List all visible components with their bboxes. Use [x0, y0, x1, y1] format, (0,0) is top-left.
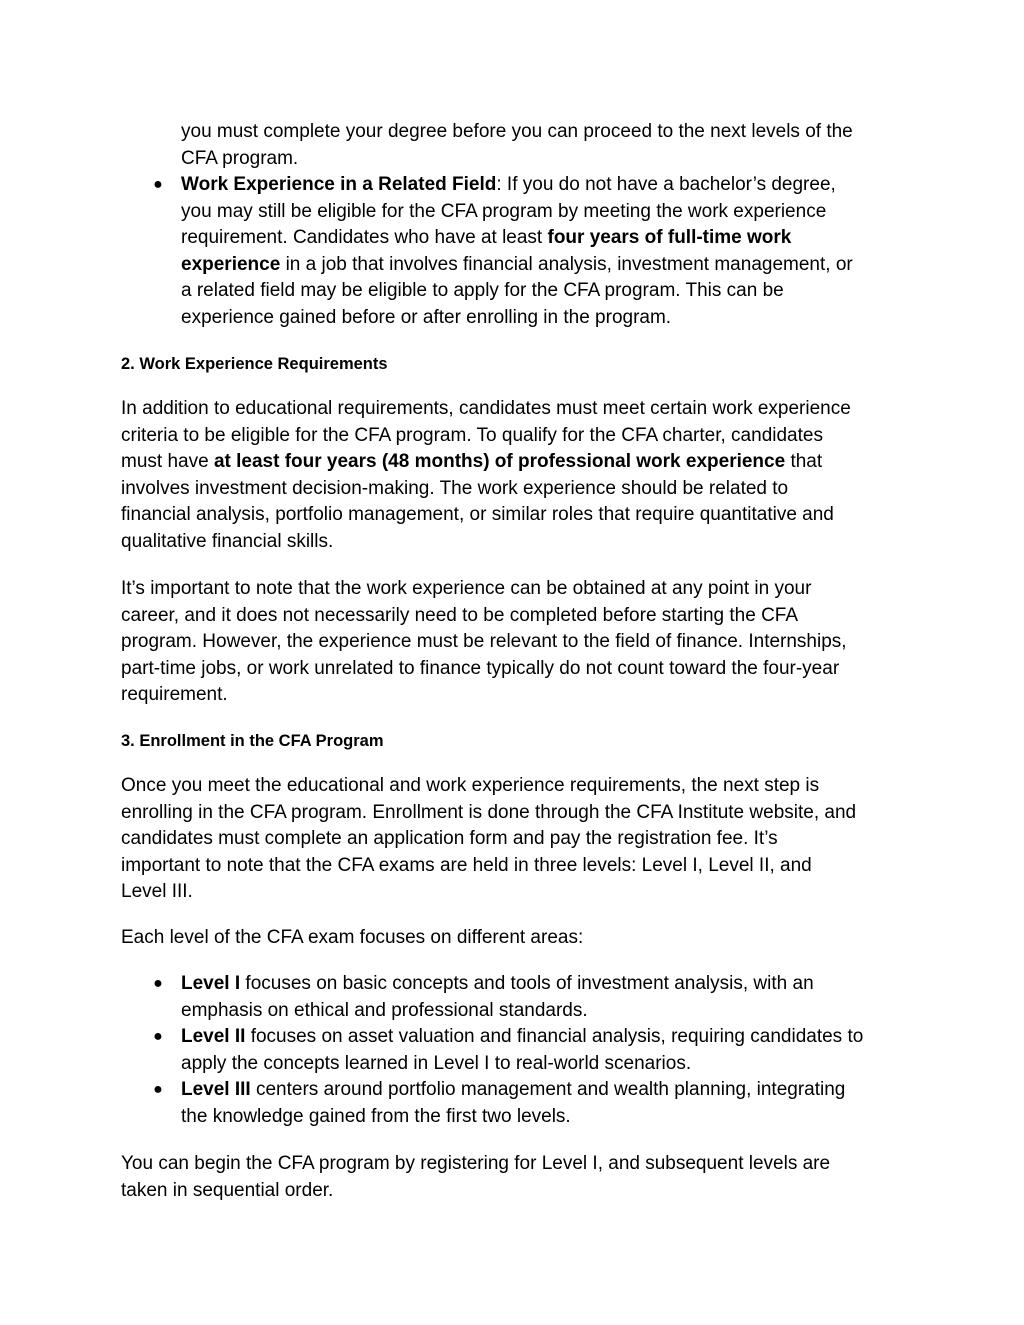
text-line: the knowledge gained from the first two levels.	[181, 1105, 571, 1127]
text-line: you may still be eligible for the CFA program by meeting the work experience	[181, 200, 827, 222]
text-line: candidates must complete an application form and pay the registration fee. It’s	[121, 828, 778, 850]
section-heading: 2. Work Experience Requirements	[121, 355, 388, 373]
text-span: in a job that involves financial analysis, investment management, or	[280, 253, 853, 275]
section-heading: 3. Enrollment in the CFA Program	[121, 732, 384, 750]
text-span: : If you do not have a bachelor’s degree,	[496, 174, 836, 195]
text-line: career, and it does not necessarily need to be completed before starting the CFA	[121, 604, 799, 626]
text-span: centers around portfolio management and wealth planning, integrating	[250, 1079, 846, 1100]
text-line: qualitative financial skills.	[121, 531, 334, 552]
bold-term: experience	[181, 253, 281, 275]
text-line: apply the concepts learned in Level I to real-world scenarios.	[181, 1052, 692, 1074]
text-line: involves investment decision-making. The work experience should be related to	[121, 477, 789, 499]
bold-term: at least four years (48 months) of professional work experience	[213, 451, 786, 473]
text-span: focuses on asset valuation and financial analysis, requiring candidates to	[245, 1026, 864, 1047]
text-line: part-time jobs, or work unrelated to finance typically do not count toward the four-year	[121, 657, 840, 679]
bold-term: Level I	[181, 973, 241, 994]
text-span: that	[785, 451, 823, 473]
text-line: Level III.	[121, 881, 193, 903]
text-line: Each level of the CFA exam focuses on different areas:	[121, 927, 584, 948]
text-line: enrolling in the CFA program. Enrollment is done through the CFA Institute website, and	[121, 801, 857, 823]
text-line: important to note that the CFA exams are held in three levels: Level I, Level II, and	[121, 854, 812, 876]
text-line: program. However, the experience must be relevant to the field of finance. Internships,	[121, 631, 847, 653]
text-line	[181, 172, 836, 199]
bullet-icon: ●	[153, 1028, 163, 1045]
text-line: financial analysis, portfolio management, or similar roles that require quantitative and	[121, 504, 834, 526]
text-line: In addition to educational requirements, candidates must meet certain work experience	[121, 398, 851, 419]
text-span: must have	[121, 451, 214, 473]
bold-term: Level III	[181, 1079, 251, 1100]
text-line: you must complete your degree before you can proceed to the next levels of the	[181, 121, 853, 142]
bold-term: Level II	[181, 1026, 246, 1047]
text-line	[181, 971, 814, 998]
bullet-icon: ●	[153, 975, 163, 992]
bold-term: Work Experience in a Related Field	[181, 174, 497, 195]
text-line	[181, 225, 791, 252]
text-line: requirement.	[121, 684, 228, 706]
text-line	[181, 1024, 863, 1051]
text-span: focuses on basic concepts and tools of investment analysis, with an	[240, 973, 814, 994]
text-line: Once you meet the educational and work experience requirements, the next step is	[121, 775, 820, 796]
text-line: taken in sequential order.	[121, 1179, 334, 1201]
text-line: criteria to be eligible for the CFA program. To qualify for the CFA charter, candidates	[121, 424, 823, 446]
bullet-icon: ●	[153, 1081, 163, 1098]
text-line	[181, 1077, 845, 1104]
bold-term: four years of full-time work	[547, 227, 792, 249]
text-line: It’s important to note that the work experience can be obtained at any point in your	[121, 578, 812, 599]
text-line: a related field may be eligible to apply for the CFA program. This can be	[181, 280, 784, 302]
text-line: You can begin the CFA program by registering for Level I, and subsequent levels are	[121, 1153, 831, 1174]
text-line: CFA program.	[181, 147, 299, 169]
bullet-icon: ●	[153, 176, 163, 193]
text-line: experience gained before or after enrolling in the program.	[181, 307, 672, 328]
text-line	[121, 449, 822, 476]
text-span: requirement. Candidates who have at least	[181, 227, 548, 249]
text-line	[181, 252, 853, 279]
text-line: emphasis on ethical and professional standards.	[181, 999, 588, 1021]
